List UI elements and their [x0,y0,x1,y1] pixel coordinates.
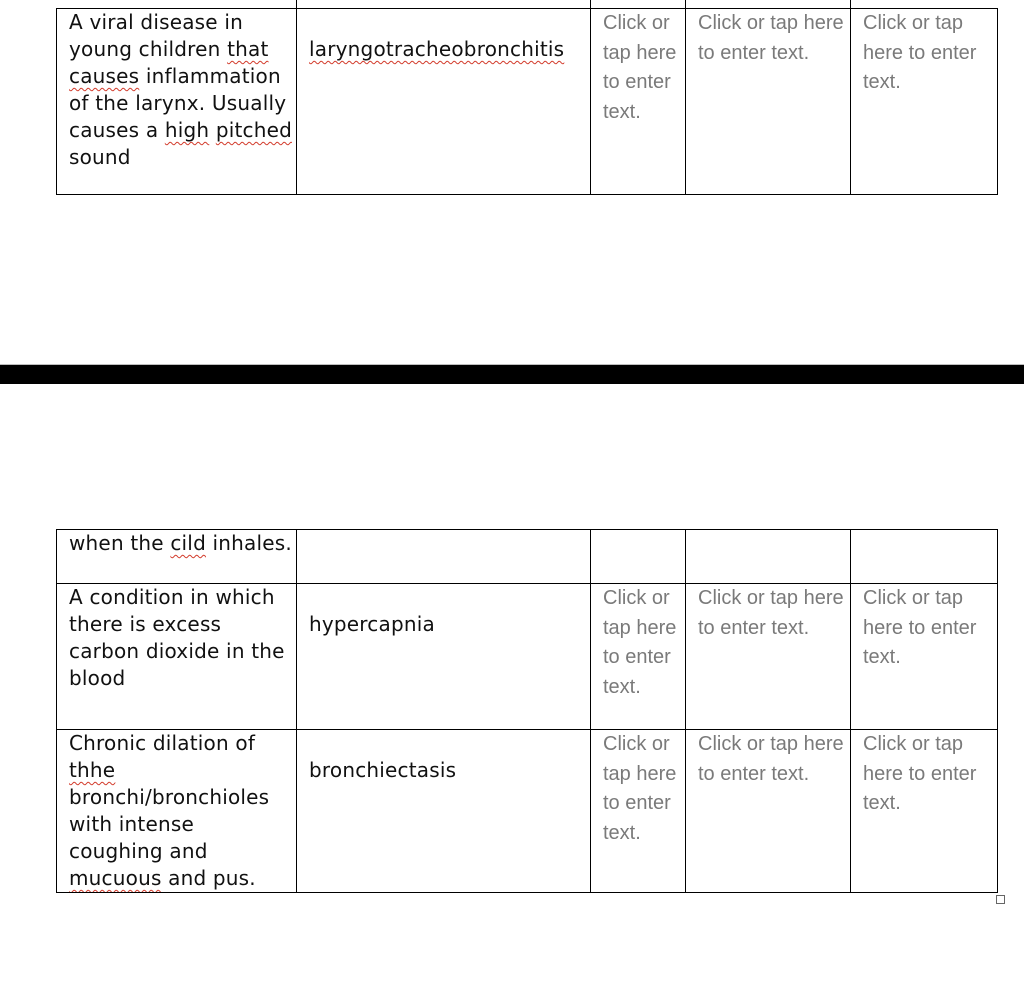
column-divider [590,0,591,8]
placeholder-text[interactable]: Click or tap here to enter text. [863,733,977,814]
definition-text-segment: inflammation of the larynx. Usually causes a [69,64,287,142]
placeholder-text[interactable]: Click or tap here to enter text. [698,733,844,785]
table-resize-handle[interactable] [996,895,1005,904]
spellcheck-flagged-word: mucuous [69,866,162,890]
table-row [57,584,998,730]
definition-text-segment: inhales. [205,531,292,555]
entry-field-cell[interactable] [686,584,851,730]
definition-text-segment: Chronic dilation of [69,731,256,755]
entry-field-cell[interactable] [686,530,851,584]
placeholder-text[interactable]: Click or tap here to enter text. [698,587,844,639]
column-divider [685,0,686,8]
definition-text [57,584,296,692]
placeholder-text[interactable]: Click or tap here to enter text. [863,587,977,668]
entry-field-cell[interactable] [851,730,998,893]
entry-field-cell[interactable] [851,9,998,195]
definition-text-segment: sound [69,145,131,169]
placeholder-text[interactable]: Click or tap here to enter text. [603,587,677,698]
term-cell[interactable] [297,530,591,584]
page-break-bar [0,364,1024,384]
definition-text-segment: A condition in which there is excess carbon dioxide in the blood [69,585,285,690]
placeholder-text[interactable]: Click or tap here to enter text. [603,12,677,123]
definition-text-segment: and pus. [161,866,256,890]
term-text [297,9,590,63]
placeholder-text[interactable]: Click or tap here to enter text. [603,733,677,844]
definition-text [57,730,296,892]
term-cell[interactable] [297,584,591,730]
spellcheck-flagged-word: cild [170,531,206,555]
definition-text-segment: A viral disease in young children [69,10,243,61]
terminology-table-bottom [56,529,998,893]
term-word: laryngotracheobronchitis [309,37,565,61]
entry-field-cell[interactable] [591,9,686,195]
column-divider [296,0,297,8]
entry-field-cell[interactable] [851,584,998,730]
table-row [57,730,998,893]
placeholder-text[interactable]: Click or tap here to enter text. [698,12,844,64]
terminology-table-top [56,8,998,195]
term-text [297,730,590,784]
spellcheck-flagged-word: thhe [69,758,116,782]
term-cell[interactable] [297,9,591,195]
table-row [57,530,998,584]
term-cell[interactable] [297,730,591,893]
spellcheck-flagged-word: that [227,37,269,61]
definition-cell[interactable] [57,730,297,893]
entry-field-cell[interactable] [686,730,851,893]
entry-field-cell[interactable] [591,730,686,893]
term-text [297,584,590,638]
placeholder-text[interactable]: Click or tap here to enter text. [863,12,977,93]
definition-cell[interactable] [57,584,297,730]
spellcheck-flagged-word: high [164,118,210,142]
table-row [57,9,998,195]
definition-text [57,9,296,171]
column-divider [850,0,851,8]
entry-field-cell[interactable] [851,530,998,584]
definition-text-segment: bronchi/bronchioles with intense coughing and [69,785,270,863]
spellcheck-flagged-word: causes [69,64,140,88]
entry-field-cell[interactable] [591,530,686,584]
definition-text [57,530,296,557]
term-word: hypercapnia [309,612,435,636]
entry-field-cell[interactable] [591,584,686,730]
definition-cell[interactable] [57,530,297,584]
spellcheck-flagged-word: pitched [215,118,292,142]
definition-cell[interactable] [57,9,297,195]
term-word: bronchiectasis [309,758,457,782]
entry-field-cell[interactable] [686,9,851,195]
definition-text-segment: when the [69,531,171,555]
